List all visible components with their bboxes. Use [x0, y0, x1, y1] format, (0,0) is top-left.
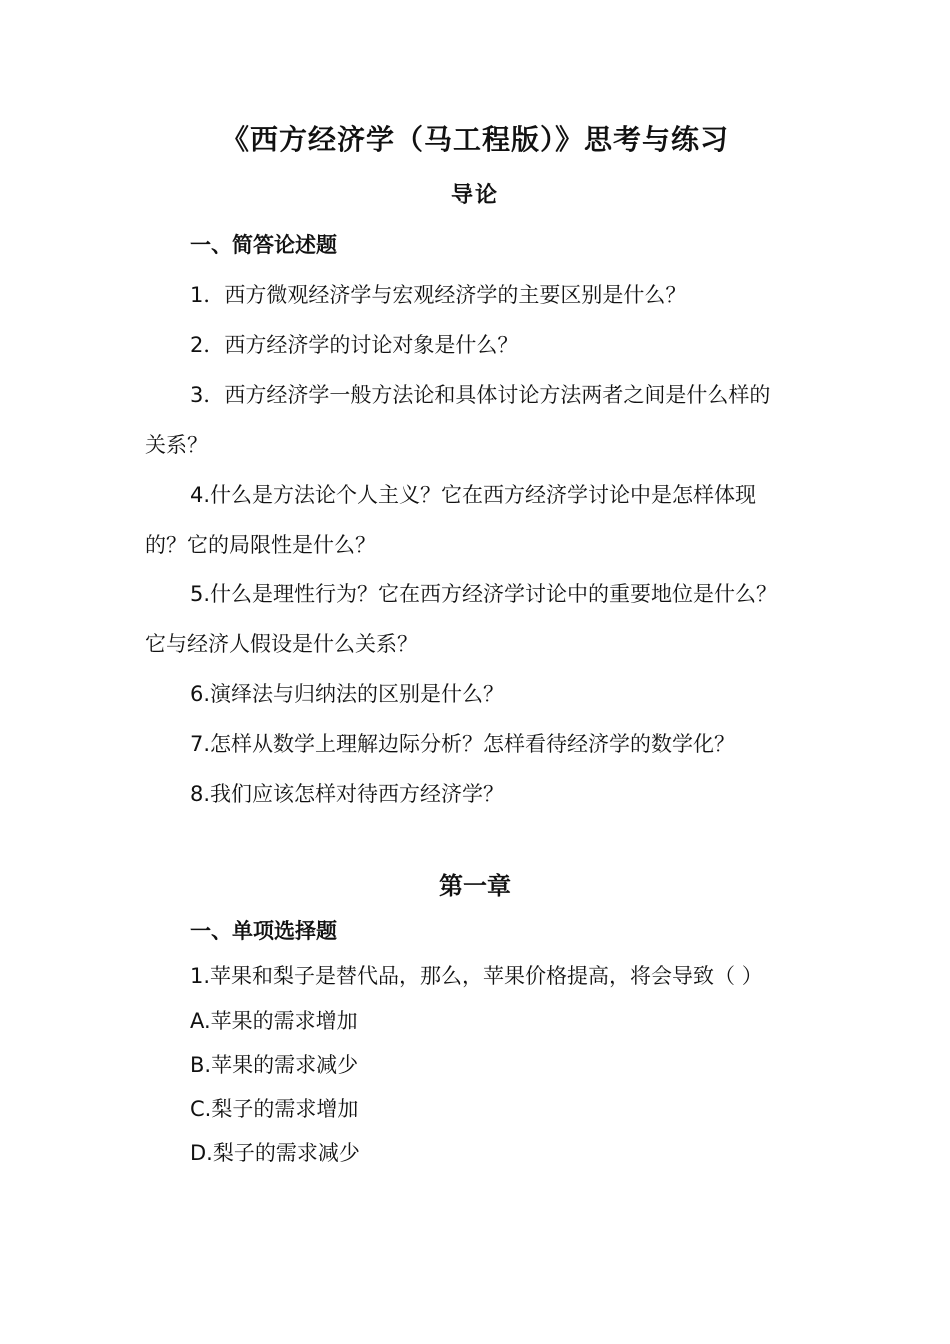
intro-question-5-cont: 它与经济人假设是什么关系？	[145, 632, 418, 656]
intro-question-4-cont: 的？它的局限性是什么？	[145, 533, 376, 557]
intro-question-4: 4.什么是方法论个人主义？它在西方经济学讨论中是怎样体现	[190, 483, 757, 507]
intro-question-5: 5.什么是理性行为？它在西方经济学讨论中的重要地位是什么？	[190, 582, 778, 606]
document-title: 《西方经济学（马工程版）》思考与练习	[220, 123, 729, 156]
intro-section-title: 一、简答论述题	[190, 233, 337, 257]
chapter-1-heading: 第一章	[439, 872, 511, 900]
chapter-1-question-1: 1.苹果和梨子是替代品，那么，苹果价格提高，将会导致（ ）	[190, 964, 763, 988]
chapter-1-section-title: 一、单项选择题	[190, 919, 337, 943]
intro-question-2: 2．西方经济学的讨论对象是什么？	[190, 333, 519, 357]
option-c: C.梨子的需求增加	[190, 1097, 359, 1121]
intro-question-7: 7.怎样从数学上理解边际分析？怎样看待经济学的数学化？	[190, 732, 736, 756]
intro-question-3: 3．西方经济学一般方法论和具体讨论方法两者之间是什么样的	[190, 383, 771, 407]
intro-question-3-cont: 关系？	[145, 433, 208, 457]
option-a: A.苹果的需求增加	[190, 1009, 358, 1033]
intro-heading: 导论	[450, 182, 499, 208]
intro-question-1: 1．西方微观经济学与宏观经济学的主要区别是什么？	[190, 283, 687, 307]
option-d: D.梨子的需求减少	[190, 1141, 360, 1165]
option-b: B.苹果的需求减少	[190, 1053, 359, 1077]
intro-question-8: 8.我们应该怎样对待西方经济学？	[190, 782, 505, 806]
intro-question-6: 6.演绎法与归纳法的区别是什么？	[190, 682, 505, 706]
